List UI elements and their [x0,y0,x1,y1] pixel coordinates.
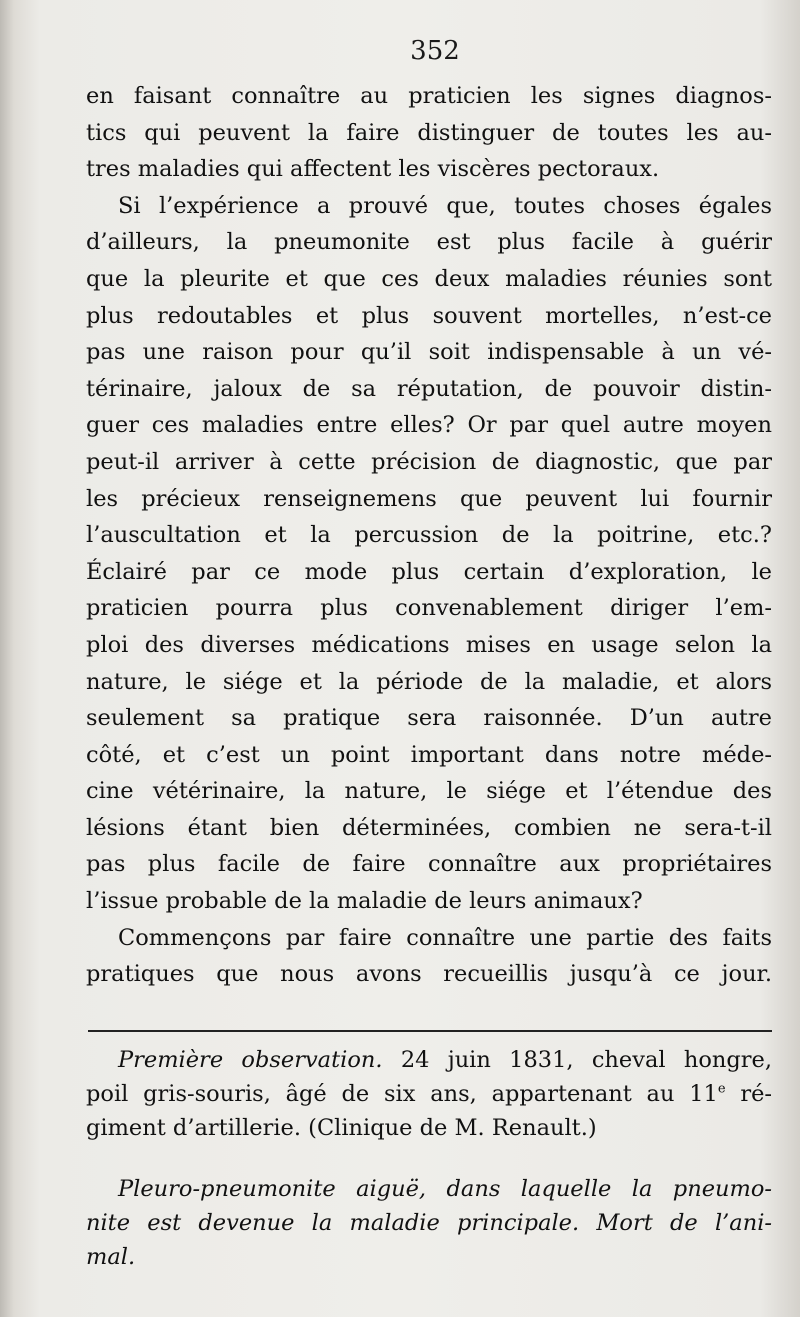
text-line: peut-il arriver à cette précision de diagnostic, que par [86,448,772,475]
text-line: nite est devenue la maladie principale. Mort de l’ani- [86,1210,772,1236]
observation-label: Première observation. [118,1047,383,1073]
observation-text: poil gris-souris, âgé de six ans, appartenant au 11 [86,1081,718,1107]
text-line: que la pleurite et que ces deux maladies réunies sont [86,265,772,292]
text-line: d’ailleurs, la pneumonite est plus facile à guérir [86,229,772,256]
text-line: térinaire, jaloux de sa réputation, de pouvoir distin- [86,375,772,402]
text-line: giment d’artillerie. (Clinique de M. Renault.) [86,1115,597,1141]
section-divider [88,1030,772,1032]
text-line: guer ces maladies entre elles? Or par quel autre moyen [86,412,772,439]
text-line: les précieux renseignemens que peuvent lui fournir [86,485,772,512]
page-number: 352 [410,36,460,66]
ordinal-superscript: e [717,1081,726,1097]
text-line [86,1077,772,1111]
text-line: seulement sa pratique sera raisonnée. D’un autre [86,705,772,732]
text-line: pas plus facile de faire connaître aux propriétaires [86,851,772,878]
text-line: côté, et c’est un point important dans notre méde- [86,741,772,768]
text-line: Éclairé par ce mode plus certain d’exploration, le [86,558,772,585]
text-line: l’issue probable de la maladie de leurs animaux? [86,888,643,915]
text-line: l’auscultation et la percussion de la poitrine, etc.? [86,522,772,549]
text-line: Si l’expérience a prouvé que, toutes choses égales [118,192,772,219]
text-line: plus redoutables et plus souvent mortelles, n’est-ce [86,302,772,329]
text-line: cine vétérinaire, la nature, le siége et l’étendue des [86,778,772,805]
text-line: ploi des diverses médications mises en usage selon la [86,631,772,658]
text-line: tres maladies qui affectent les viscères pectoraux. [86,156,660,183]
text-line: nature, le siége et la période de la maladie, et alors [86,668,772,695]
text-line [86,1043,772,1077]
text-line: Pleuro-pneumonite aiguë, dans laquelle la pneumo- [118,1176,772,1202]
case-subtitle [86,1172,772,1274]
text-line: praticien pourra plus convenablement diriger l’em- [86,595,772,622]
observation-heading [86,1043,772,1145]
observation-date: 24 juin 1831, cheval hongre, [400,1047,772,1073]
text-line: lésions étant bien déterminées, combien ne sera-t-il [86,814,772,841]
text-line: mal. [86,1244,136,1270]
text-line: pratiques que nous avons recueillis jusqu’à ce jour. [86,961,772,988]
main-text [86,78,772,993]
observation-text: ré- [725,1081,773,1107]
text-line: Commençons par faire connaître une partie des faits [118,924,772,951]
text-line: pas une raison pour qu’il soit indispensable à un vé- [86,339,772,366]
text-line: tics qui peuvent la faire distinguer de toutes les au- [86,119,772,146]
text-line: en faisant connaître au praticien les signes diagnos- [86,83,772,109]
